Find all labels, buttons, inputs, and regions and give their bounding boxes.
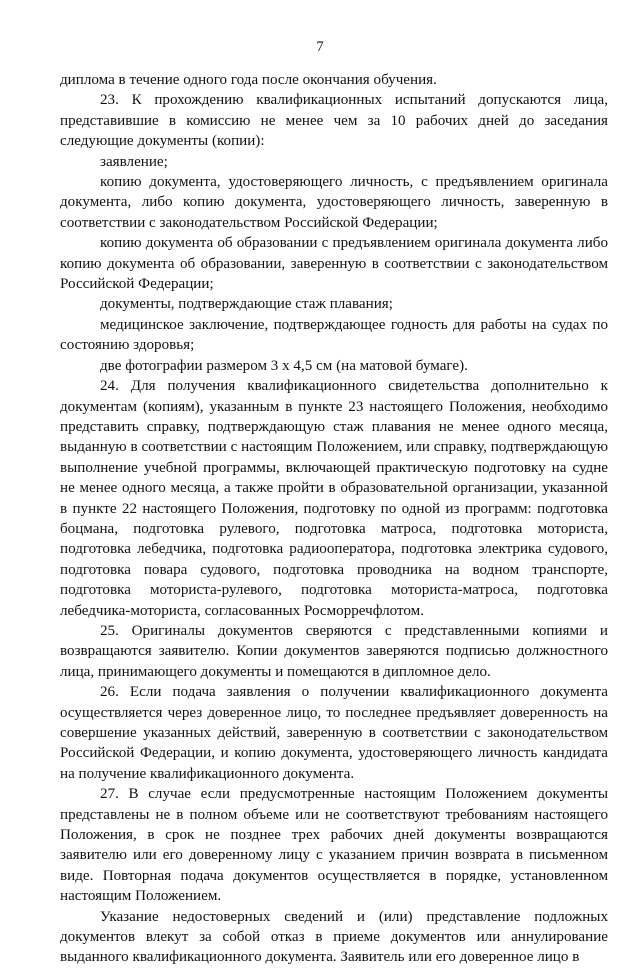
list-item-identity-document: копию документа, удостоверяющего личность, с предъявлением оригинала документа, либо копию документа, удостоверяющего личность, заверенную в соответствии с законодательством Российской Федерации; xyxy=(60,174,608,231)
paragraph-continuation: диплома в течение одного года после окончания обучения. xyxy=(60,72,437,88)
list-item-sea-service-documents: документы, подтверждающие стаж плавания; xyxy=(100,296,393,313)
list-item-application: заявление; xyxy=(100,153,168,170)
document-body xyxy=(60,70,608,968)
page-number: 7 xyxy=(316,39,324,55)
paragraph-item-25: 25. Оригиналы документов сверяются с представленными копиями и возвращаются заявителю. Копии документов заверяются подписью должностного лица, принимающего документы и помещаются в дипломное дело. xyxy=(60,622,608,680)
list-item-education-document: копию документа об образовании с предъявлением оригинала документа либо копию документа об образовании, заверенную в соответствии с законодательством Российской Федерации; xyxy=(60,235,608,293)
list-item-photographs: две фотографии размером 3 х 4,5 см (на матовой бумаге). xyxy=(100,357,468,374)
paragraph-item-26: 26. Если подача заявления о получении квалификационного документа осуществляется через доверенное лицо, то последнее предъявляет доверенность на совершение указанных действий, заверенную в соответствии с законодательством Российской Федерации, и копию документа, удостоверяющего личность кандидата на получение квалификационного документа. xyxy=(60,684,608,782)
paragraph-false-information: Указание недостоверных сведений и (или) представление подложных документов влекут за собой отказ в приеме документов или аннулирование выданного квалификационного документа. Заявитель или его доверенное лицо в xyxy=(60,908,608,966)
list-item-medical-certificate: медицинское заключение, подтверждающее годность для работы на судах по состоянию здоровья; xyxy=(60,316,608,354)
paragraph-item-24: 24. Для получения квалификационного свидетельства дополнительно к документам (копиям), указанным в пункте 23 настоящего Положения, необходимо представить справку, подтверждающую стаж плавания не менее одного месяца, выданную в соответствии с настоящим Положением, или справку, подтверждающую выполнение учебной программы, включающей практическую подготовку на судне не менее одного месяца, а также пройти в образовательной организации, указанной в пункте 22 настоящего Положения, подготовку по одной из программ: подготовка боцмана, подготовка рулевого, подготовка матроса, подготовка моториста, подготовка лебедчика, подготовка радиооператора, подготовка электрика судового, подготовка повара судового, подготовка проводника на водном транспорте, подготовка моториста-рулевого, подготовка моториста-матроса, подготовка лебедчика-моториста, согласованных Росморречфлотом. xyxy=(60,378,608,619)
paragraph-item-27: 27. В случае если предусмотренные настоящим Положением документы представлены не в полном объеме или не соответствуют требованиям настоящего Положения, в срок не позднее трех рабочих дней документы возвращаются заявителю или его доверенному лицу с указанием причин возврата в письменном виде. Повторная подача документов осуществляется в порядке, установленном настоящим Положением. xyxy=(60,786,608,905)
paragraph-item-23: 23. К прохождению квалификационных испытаний допускаются лица, представившие в комиссию не менее чем за 10 рабочих дней до заседания следующие документы (копии): xyxy=(60,92,608,150)
